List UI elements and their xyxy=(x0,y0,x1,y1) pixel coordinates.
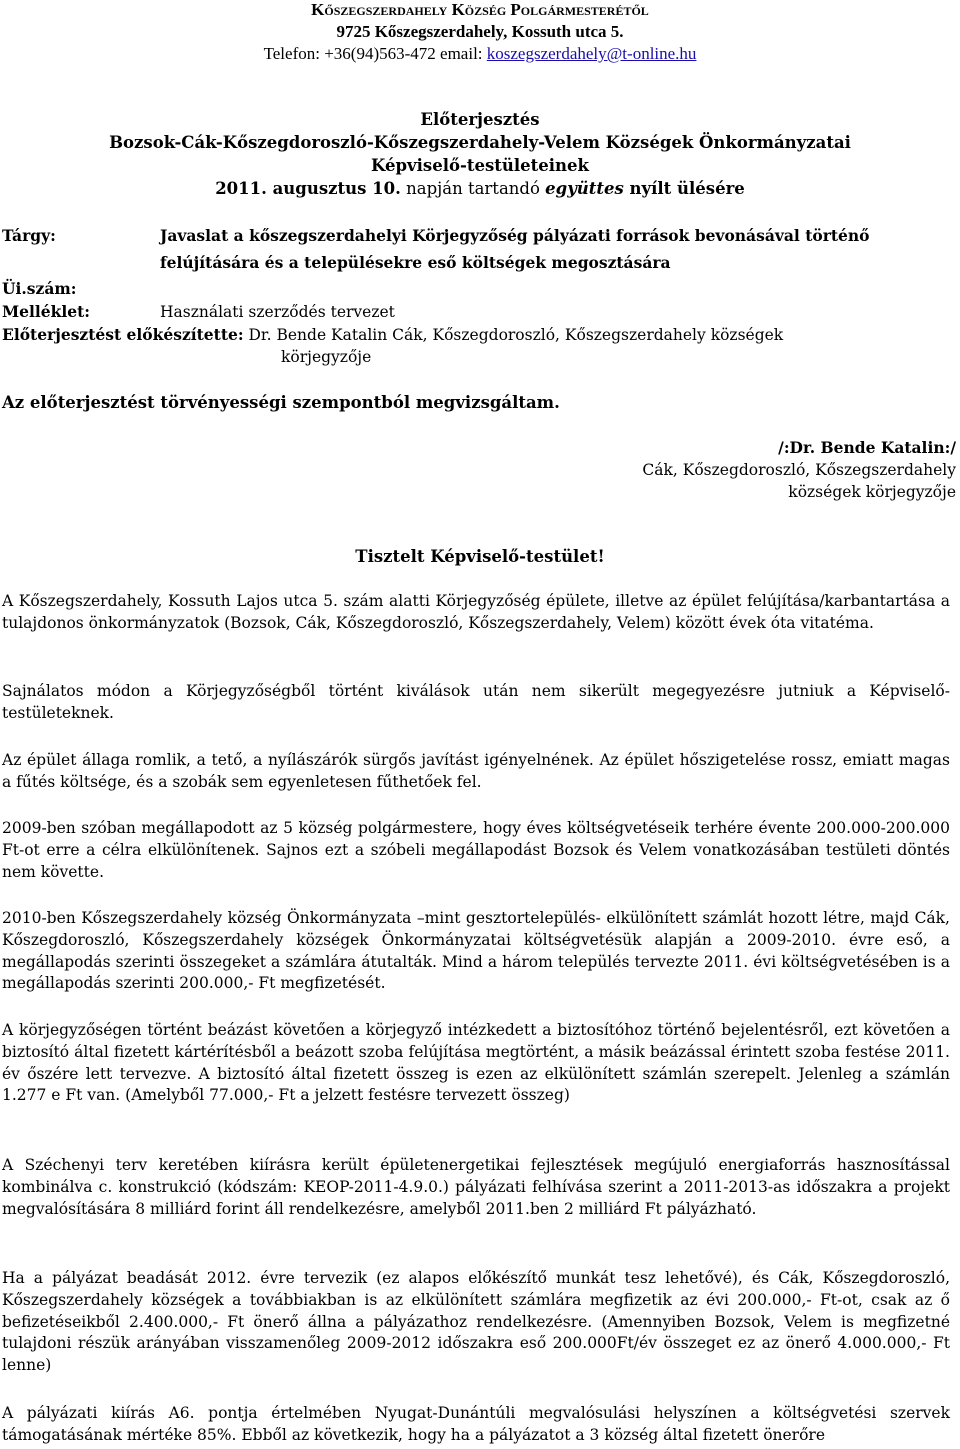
signature-name: /:Dr. Bende Katalin:/ xyxy=(778,438,956,457)
paragraph-6: A körjegyzőségen történt beázást követően a körjegyző intézkedett a biztosítóhoz történő bejelentésről, ezt követően a biztosító által fizetett kártérítésből a beázott szoba felújítása megtörtént, a másik beázással érintett szoba festése 2011. év őszére lett tervezve. A biztosító által fizetett összeg is ezen az elkülönített számlán szerepelt. Jelenleg a számlán 1.277 e Ft van. (Amelyből 77.000,- Ft a jelzett festésre tervezett összeg) xyxy=(2,1021,950,1105)
doc-title-municipalities: Bozsok-Cák-Kőszegdoroszló-Kőszegszerdahely-Velem Községek Önkormányzatai xyxy=(109,133,851,152)
prepared-value: Dr. Bende Katalin Cák, Kőszegdoroszló, Kőszegszerdahely községek xyxy=(248,326,784,344)
subject-label: Tárgy: xyxy=(2,226,56,245)
subject-line-2: felújítására és a településekre eső költségek megosztására xyxy=(160,253,671,272)
legality-statement: Az előterjesztést törvényességi szempontból megvizsgáltam. xyxy=(2,393,560,412)
paragraph-4: 2009-ben szóban megállapodott az 5 község polgármestere, hogy éves költségvetéseik terhére évente 200.000-200.000 Ft-ot erre a célra elkülönítenek. Sajnos ezt a szóbeli megállapodást Bozsok és Velem vonatkozásában testületi döntés nem követte. xyxy=(2,819,950,881)
doc-title: Előterjesztés xyxy=(420,110,540,129)
phone-text: Telefon: +36(94)563-472 email: xyxy=(263,44,487,63)
subject-line-1: Javaslat a kőszegszerdahelyi Körjegyzőség pályázati források bevonásával történő xyxy=(160,226,870,245)
paragraph-3: Az épület állaga romlik, a tető, a nyílászárók sürgős javítást igényelnének. Az épület hőszigetelése rossz, emiatt magas a fűtés költsége, és a szobák sem egyenletesen fűthetőek fel. xyxy=(2,751,950,791)
office-name: Kőszegszerdahely Község Polgármesterétől xyxy=(311,0,649,19)
paragraph-5: 2010-ben Kőszegszerdahely község Önkormányzata –mint gesztortelepülés- elkülönített számlát hozott létre, majd Cák, Kőszegdoroszló, Kőszegszerdahely községek Önkormányzatai költségvetésük alapján a 2009-2010. évre eső, a megállapodás szerinti összegeket a számlára átutalták. Mind a három település tervezte 2011. évi költségvetésében is a megállapodás szerinti 200.000,- Ft megfizetését. xyxy=(2,909,950,993)
doc-title-bodies: Képviselő-testületeinek xyxy=(371,156,589,175)
paragraph-9: A pályázati kiírás A6. pontja értelmében Nyugat-Dunántúli megvalósulási helyszínen a költségvetési szervek támogatásának mértéke 85%. Ebből az következik, hogy ha a pályázatot a 3 község által fizetett önerőre xyxy=(2,1404,950,1444)
prepared-label: Előterjesztést előkészítette: xyxy=(2,325,244,344)
greeting: Tisztelt Képviselő-testület! xyxy=(355,547,605,566)
signature-title-2: községek körjegyzője xyxy=(788,483,956,501)
signature-title-1: Cák, Kőszegdoroszló, Kőszegszerdahely xyxy=(642,461,956,479)
office-address: 9725 Kőszegszerdahely, Kossuth utca 5. xyxy=(336,22,624,41)
prepared-by-line xyxy=(2,325,783,345)
paragraph-8: Ha a pályázat beadását 2012. évre tervezik (ez alapos előkészítő munkát tesz lehetővé), és Cák, Kőszegdoroszló, Kőszegszerdahely községek a továbbiakban is az elkülönített számlára megfizetik az évi 200.000,- Ft-ot, csak az ő befizetéseikből 2.400.000,- Ft önerő állna a pályázathoz rendelkezésre. (Amennyiben Bozsok, Velem is megfizetné tulajdoni részük arányában visszamenőleg 2009-2012 időszakra eső 200.000Ft/év összeget ez az önerő 4.000.000,- Ft lenne) xyxy=(2,1269,950,1375)
paragraph-7: A Széchenyi terv keretében kiírásra került épületenergetikai fejlesztések megújuló energiaforrás hasznosítással kombinálva c. konstrukció (kódszám: KEOP-2011-4.9.0.) pályázati felhívása szerint a 2011-2013-as időszakra a projekt megvalósítására 8 milliárd forint áll rendelkezésre, amelyből 2011.ben 2 milliárd Ft pályázható. xyxy=(2,1156,950,1218)
paragraph-2: Sajnálatos módon a Körjegyzőségből történt kiválások után nem sikerült megegyezésre jutniuk a Képviselő-testületeknek. xyxy=(2,682,950,722)
together-word: együttes xyxy=(545,179,624,198)
paragraph-1: A Kőszegszerdahely, Kossuth Lajos utca 5. szám alatti Körjegyzőség épülete, illetve az épület felújítása/karbantartása a tulajdonos önkormányzatok (Bozsok, Cák, Kőszegdoroszló, Kőszegszerdahely, Velem) között évek óta vitatéma. xyxy=(2,592,950,632)
meeting-date: 2011. augusztus 10. xyxy=(215,179,401,198)
email-link[interactable]: koszegszerdahely@t-online.hu xyxy=(486,44,697,63)
prepared-value-cont: körjegyzője xyxy=(281,348,372,366)
attachment-label: Melléklet: xyxy=(2,302,91,321)
attachment-value: Használati szerződés tervezet xyxy=(160,303,395,321)
meeting-date-line: 2011. augusztus 10. napján tartandó együttes nyílt ülésére xyxy=(215,179,745,198)
contact-line xyxy=(0,44,960,64)
registration-label: Üi.szám: xyxy=(2,279,77,298)
